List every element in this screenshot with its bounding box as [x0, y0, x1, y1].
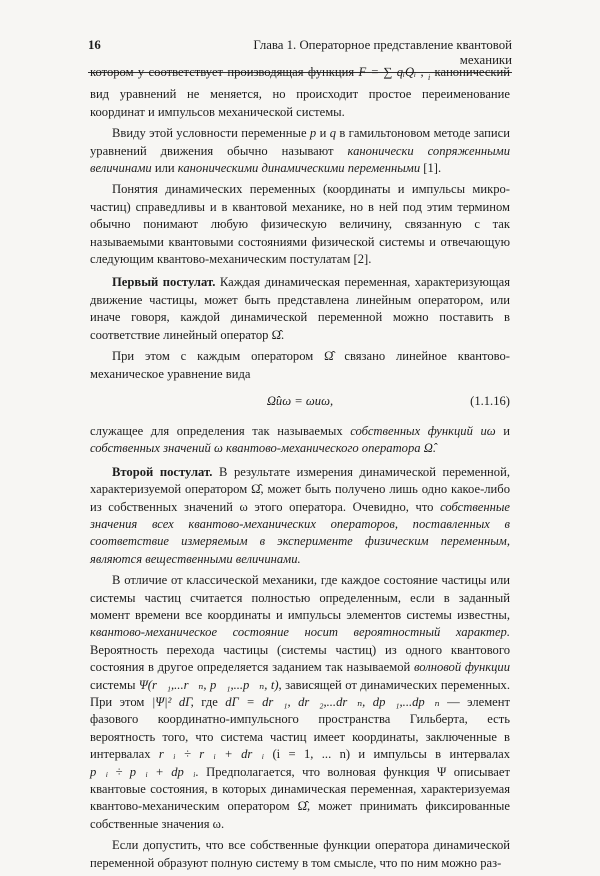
paragraph-9: Если допустить, что все собственные функции оператора динамической переменной образуют полную систему в том смысле, что по ним можно раз-	[90, 838, 510, 870]
eigenvalue-equation: Ω̂uω = ωuω,	[266, 394, 334, 409]
paragraph-5: При этом с каждым оператором Ω̂ связано линейное квантово-механическое уравнение вида	[90, 349, 510, 381]
page-body	[90, 64, 510, 876]
chapter-title: Глава 1. Операторное представление квантовой механики	[253, 38, 512, 67]
paragraph-3: Понятия динамических переменных (координаты и импульсы микро-частиц) справедливы и в квантовой механике, но в ней под этим термином обычно понимают любую физическую величину, связанную с так называемыми квантовыми состояниями физической системы и отвечающую следующим квантово-механическим постулатам [2].	[90, 182, 510, 267]
postulate-1: Первый постулат. Каждая динамическая переменная, характеризующая движение частицы, может быть представлена линейным оператором, или иначе говоря, каждой динамической переменной можно поставить в соответствие линейный оператор Ω̂.	[90, 275, 510, 342]
equation-number: (1.1.16)	[470, 394, 510, 409]
wave-function-formula: Ψ(r⃗₁,...r⃗ₙ, p⃗₁,...p⃗ₙ, t),	[138, 677, 282, 692]
generating-function-formula: F = ∑ qᵢQᵢ ,	[358, 65, 424, 79]
probability-density-formula: |Ψ|² dΓ,	[151, 695, 194, 709]
paragraph-6: служащее для определения так называемых собственных функций uω и собственных значений ω квантово-механического оператора Ω̂.	[90, 423, 510, 456]
equation-1-1-16	[90, 390, 510, 414]
postulate-1-title: Первый постулат.	[112, 275, 216, 290]
paragraph-2: Ввиду этой условности переменные p и q в гамильтоновом методе записи уравнений движения обычно называют канонически сопряженными величинами или каноническими динамическими переменными [1].	[90, 126, 510, 176]
paragraph-1: котором у соответствует производящая функция F = ∑ qᵢQᵢ , $_i$ канонический вид уравнений не меняется, но происходит простое переименование координат и импульсов механической системы.	[90, 65, 511, 119]
paragraph-8: В отличие от классической механики, где каждое состояние частицы или системы частиц считается полностью определенным, если в заданный момент времени все координаты и импульсы элементов системы известны, квантово-механическое состояние носит вероятностный характер. Вероятность перехода частицы (системы частиц) из одного квантового состояния в другое определяется заданием так называемой волновой функции системы Ψ(r⃗₁,...r⃗ₙ, p⃗₁,...p⃗ₙ, t), зависящей от динамических переменных. При этом |Ψ|² dΓ, где dΓ = dr⃗₁, dr⃗₂,...dr⃗ₙ, dp⃗₁,...dp⃗ₙ — элемент фазового координатно-импульсного пространства Гильберта, есть вероятность того, что система частиц имеет координаты, заключенные в интервалах r⃗ᵢ ÷ r⃗ᵢ + dr⃗ᵢ (i = 1, ... n) и импульсы в интервалах p⃗ᵢ ÷ p⃗ᵢ + dp⃗ᵢ. Предполагается, что волновая функция Ψ описывает квантовые состояния, в которых динамическая переменная, характеризуемая квантово-механическим оператором Ω̂, может принимать фиксированные собственные значения ω.	[90, 573, 511, 831]
coordinate-interval-formula: r⃗ᵢ ÷ r⃗ᵢ + dr⃗ᵢ	[158, 747, 265, 762]
postulate-2: Второй постулат. В результате измерения динамической переменной, характеризуемой оператором Ω̂, может быть получено лишь одно какое-либо из собственных значений ω этого оператора. Очевидно, что собственные значения всех квантово-механических операторов, поставленных в соответствие измеряемым в эксперименте физическим переменным, являются вещественными величинами.	[90, 464, 510, 566]
sum-index: i	[427, 73, 431, 82]
phase-space-element-formula: dΓ = dr⃗₁, dr⃗₂,...dr⃗ₙ, dp⃗₁,...dp⃗ₙ	[225, 695, 440, 709]
postulate-2-title: Второй постулат.	[112, 464, 213, 479]
page-number: 16	[88, 38, 101, 52]
momentum-interval-formula: p⃗ᵢ ÷ p⃗ᵢ + dp⃗ᵢ.	[90, 764, 199, 779]
